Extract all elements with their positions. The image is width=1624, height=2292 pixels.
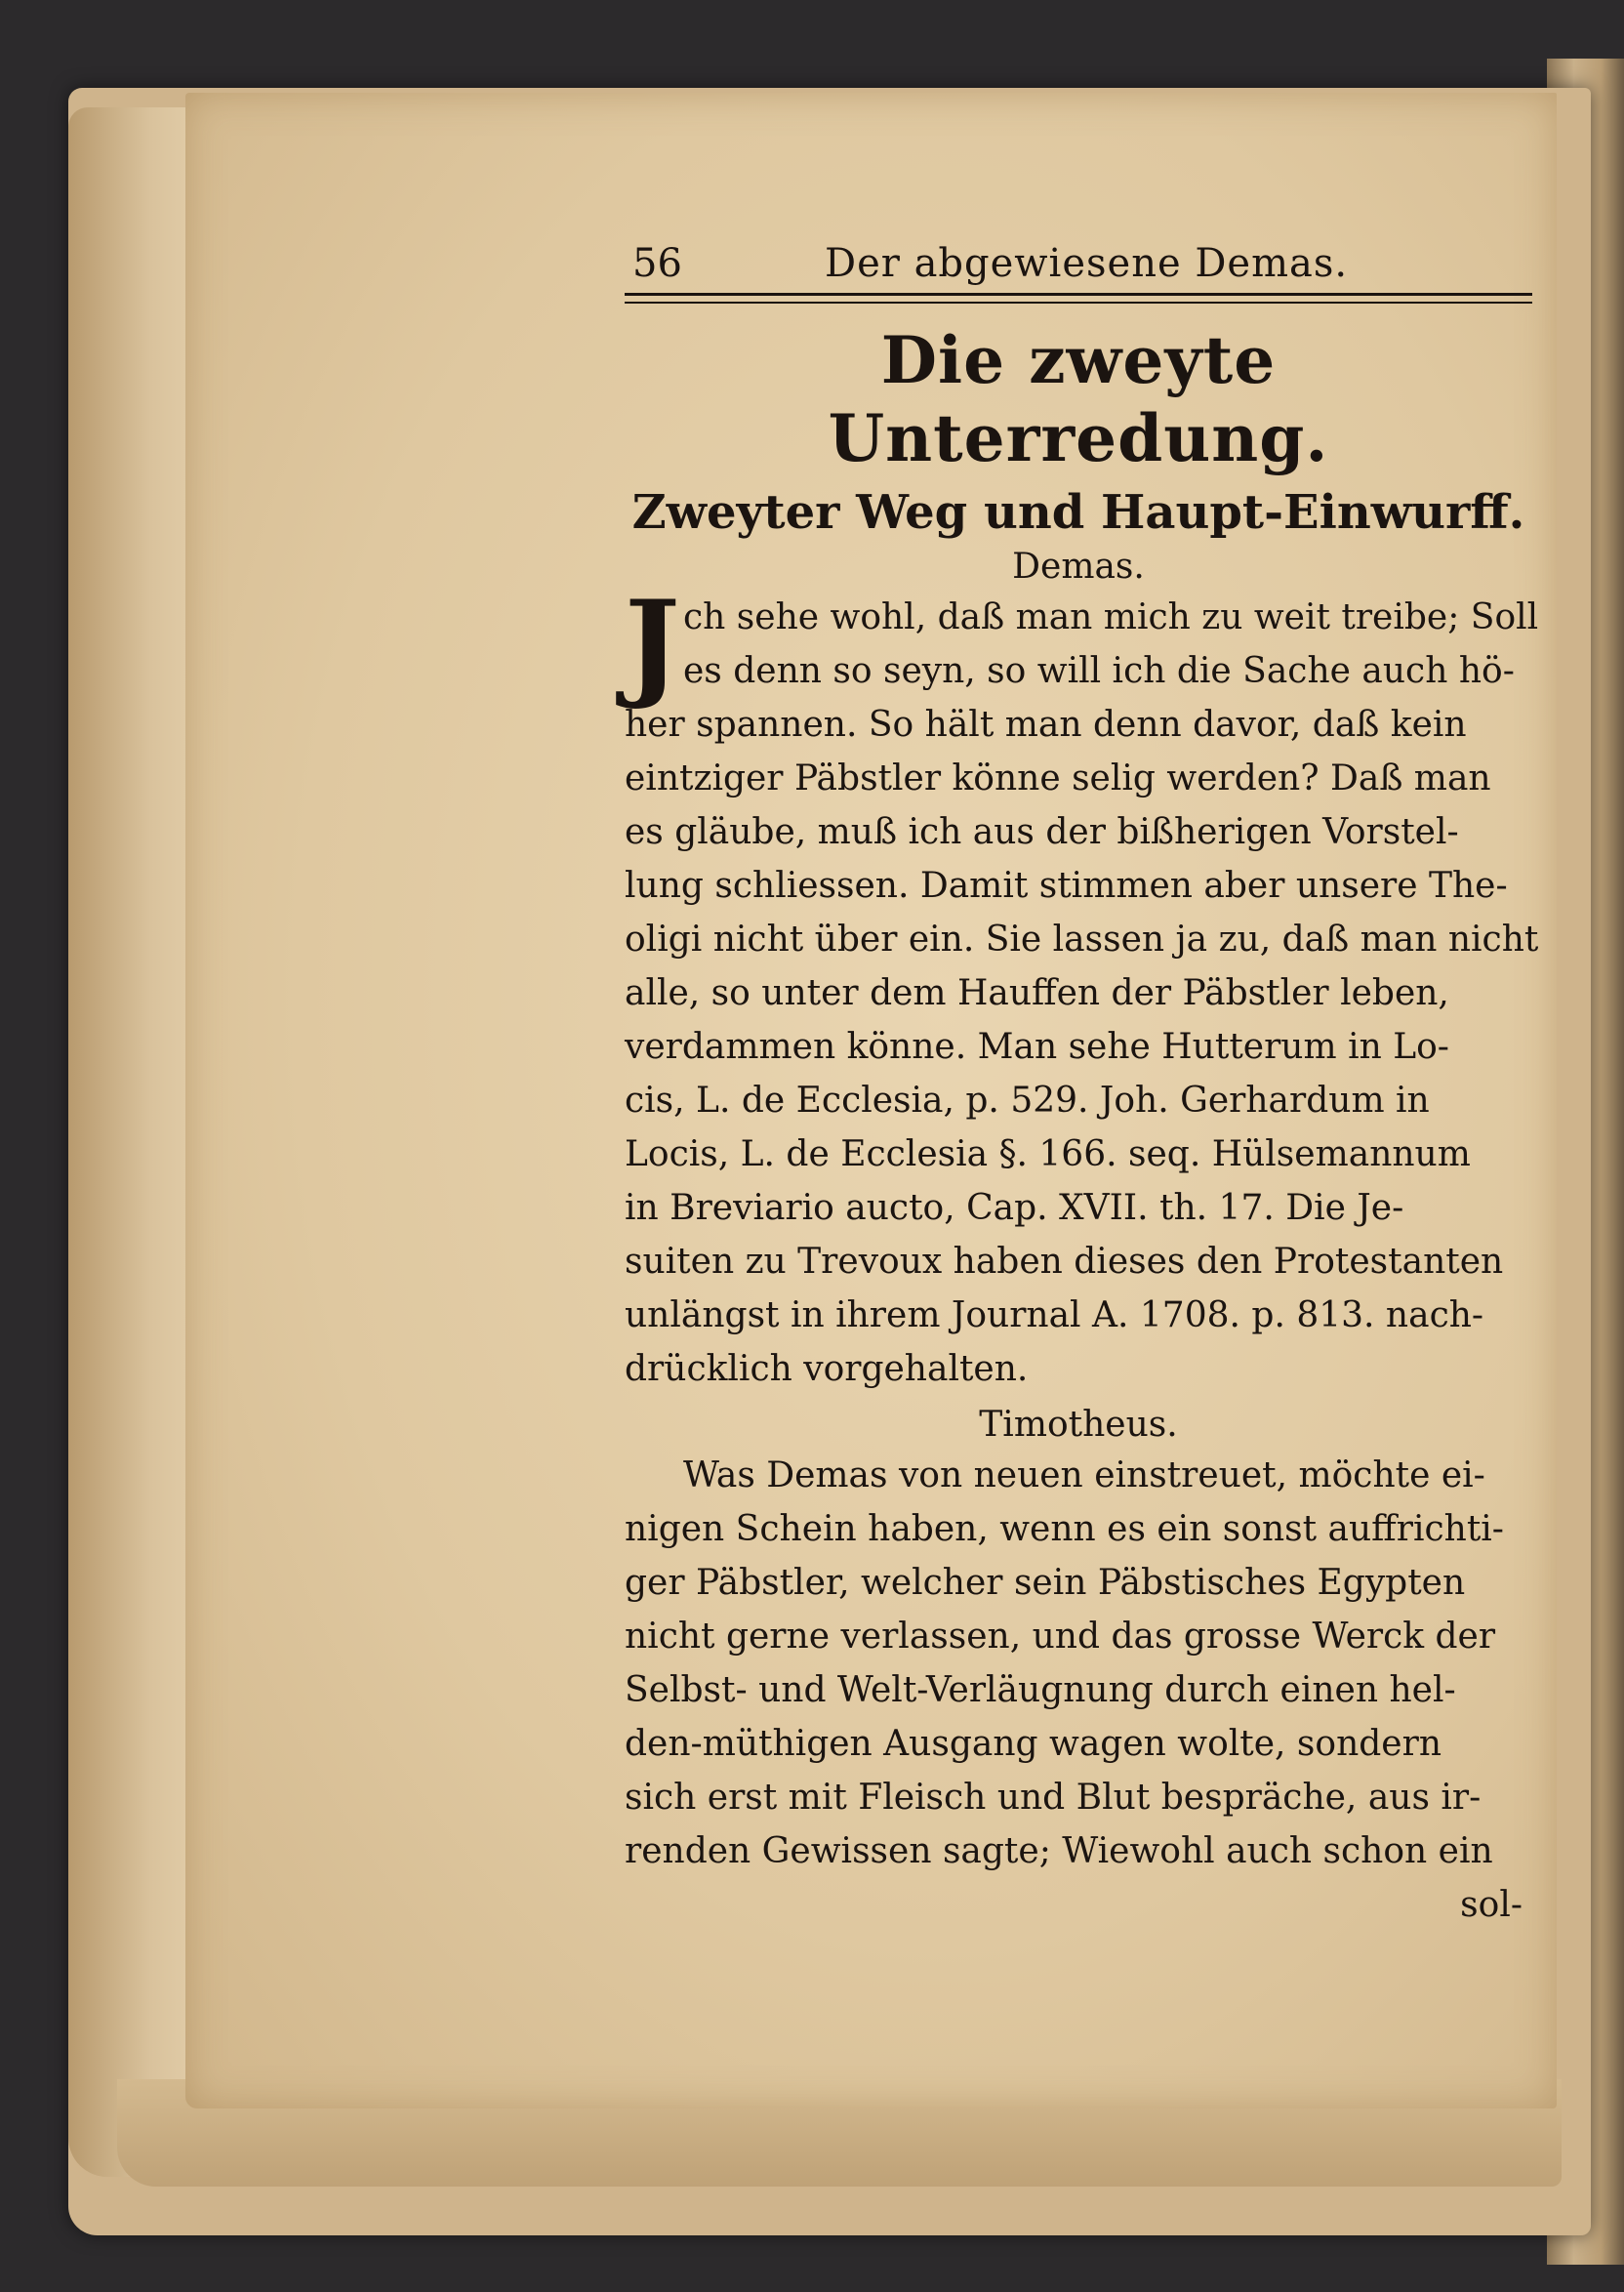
- speaker-timotheus: Timotheus.: [979, 1405, 1178, 1445]
- text-block: [625, 234, 1539, 1932]
- text-line: suiten zu Trevoux haben dieses den Protestanten: [625, 1242, 1504, 1282]
- text-line: drücklich vorgehalten.: [625, 1349, 1029, 1389]
- text-line: cis, L. de Ecclesia, p. 529. Joh. Gerhardum in: [625, 1081, 1430, 1121]
- text-line: verdammen könne. Man sehe Hutterum in Lo-: [625, 1027, 1449, 1067]
- running-head: [625, 234, 1532, 296]
- text-line: ch sehe wohl, daß man mich zu weit treibe; Soll: [683, 597, 1539, 637]
- text-line: nigen Schein haben, wenn es ein sonst auffrichti-: [625, 1509, 1504, 1549]
- page-number: 56: [632, 241, 682, 286]
- speech-timotheus: [625, 1449, 1532, 1878]
- text-line: ger Päbstler, welcher sein Päbstisches Egypten: [625, 1563, 1466, 1603]
- speech-demas: [625, 575, 1539, 1396]
- header-rule: [625, 302, 1532, 304]
- text-line: sich erst mit Fleisch und Blut bespräche, aus ir-: [625, 1778, 1482, 1818]
- text-line: Selbst- und Welt-Verläugnung durch einen hel-: [625, 1670, 1456, 1710]
- catchword: sol-: [1460, 1885, 1522, 1925]
- text-line: her spannen. So hält man denn davor, daß kein: [625, 705, 1467, 745]
- text-line: alle, so unter dem Hauffen der Päbstler leben,: [625, 973, 1449, 1013]
- speaker-demas: Demas.: [1012, 547, 1145, 587]
- drop-cap: J: [625, 575, 680, 713]
- text-line: den-müthigen Ausgang wagen wolte, sondern: [625, 1724, 1441, 1764]
- text-line: Was Demas von neuen einstreuet, möchte ei-: [683, 1455, 1485, 1495]
- text-line: oligi nicht über ein. Sie lassen ja zu, daß man nicht: [625, 920, 1539, 960]
- text-line: nicht gerne verlassen, und das grosse Werck der: [625, 1617, 1496, 1657]
- running-title: Der abgewiesene Demas.: [825, 241, 1349, 286]
- page-left-edge: [68, 107, 205, 2177]
- text-line: es gläube, muß ich aus der bißherigen Vorstel-: [625, 812, 1459, 852]
- text-line: eintziger Päbstler könne selig werden? Daß man: [625, 758, 1491, 798]
- section-subheading: Zweyter Weg und Haupt-Einwurff.: [631, 485, 1525, 540]
- text-line: renden Gewissen sagte; Wiewohl auch schon ein: [625, 1831, 1493, 1871]
- text-line: unlängst in ihrem Journal A. 1708. p. 813. nach-: [625, 1295, 1484, 1335]
- section-heading: Die zweyte Unterredung.: [828, 322, 1329, 476]
- text-line: lung schliessen. Damit stimmen aber unsere The-: [625, 866, 1508, 906]
- text-line: in Breviario aucto, Cap. XVII. th. 17. Die Je-: [625, 1188, 1404, 1228]
- text-line: es denn so seyn, so will ich die Sache auch hö-: [683, 651, 1515, 691]
- text-line: Locis, L. de Ecclesia §. 166. seq. Hülsemannum: [625, 1134, 1471, 1174]
